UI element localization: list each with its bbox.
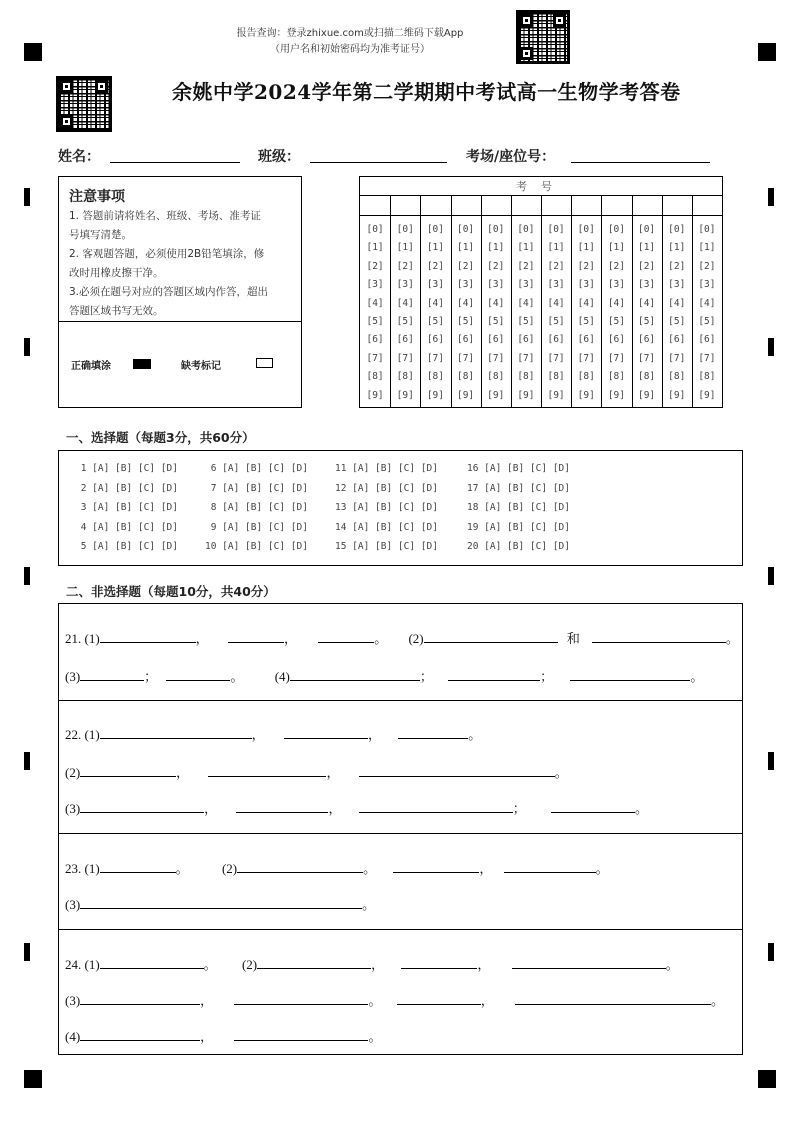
digit-bubble[interactable]: [5] [668, 315, 686, 327]
name-field[interactable] [110, 162, 240, 163]
digit-bubble[interactable]: [9] [577, 389, 595, 401]
digit-bubble[interactable]: [6] [668, 334, 686, 346]
section2-title: 二、非选择题（每题10分，共40分） [66, 584, 276, 599]
timing-mark [24, 567, 30, 585]
answer-blank[interactable] [290, 667, 420, 681]
digit-bubble[interactable]: [9] [487, 389, 505, 401]
answer-blank[interactable] [359, 799, 513, 813]
notice-box [58, 176, 302, 408]
exam-number-column [601, 221, 631, 405]
digit-bubble[interactable]: [2] [698, 260, 716, 272]
exam-number-grid [359, 176, 723, 408]
timing-mark [768, 188, 774, 206]
digit-bubble[interactable]: [3] [637, 279, 656, 291]
answer-blank[interactable] [570, 667, 690, 681]
qr-code-icon [56, 76, 112, 132]
answer-blank[interactable] [237, 859, 363, 873]
password-note: （用户名和初始密码均为准考证号） [270, 44, 430, 55]
digit-bubble[interactable]: [3] [607, 279, 625, 291]
digit-bubble[interactable]: [5] [698, 315, 716, 327]
digit-bubble[interactable]: [9] [517, 389, 535, 401]
digit-bubble[interactable]: [2] [637, 260, 656, 272]
question-21-line-2: (3) ； 。 (4) ； ； 。 [65, 669, 704, 684]
free-response-box [58, 603, 743, 1055]
question-choice-group[interactable]: 20 [A] [B] [C] [D] [467, 541, 570, 552]
exam-number-column [692, 221, 722, 405]
digit-bubble[interactable]: [6] [547, 334, 565, 346]
answer-blank[interactable] [100, 629, 196, 643]
digit-bubble[interactable]: [7] [426, 352, 444, 364]
notice-line: 改时用橡皮擦干净。 [69, 267, 164, 279]
digit-bubble[interactable]: [8] [668, 371, 686, 383]
timing-mark [24, 338, 30, 356]
question-choice-group[interactable]: 3 [A] [B] [C] [D] [75, 502, 178, 513]
timing-mark [24, 943, 30, 961]
question-22-line-3: (3) ， ， ； 。 [65, 801, 648, 816]
digit-bubble[interactable]: [7] [577, 352, 595, 364]
login-note: 报告查询：登录zhixue.com或扫描二维码下载App [236, 28, 464, 39]
digit-bubble[interactable]: [7] [487, 352, 505, 364]
notice-line: 号填写清楚。 [69, 229, 132, 241]
digit-bubble[interactable]: [7] [396, 352, 414, 364]
digit-bubble[interactable]: [5] [547, 315, 565, 327]
digit-bubble[interactable]: [2] [426, 260, 444, 272]
digit-bubble[interactable]: [0] [366, 224, 384, 235]
digit-bubble[interactable]: [9] [637, 389, 656, 401]
digit-bubble[interactable]: [2] [577, 260, 595, 272]
absent-checkbox[interactable] [256, 358, 273, 368]
answer-blank[interactable] [512, 955, 666, 969]
question-23-line-1: 23. (1) 。 (2) 。 ， 。 [65, 861, 609, 876]
notice-line: 答题区域书写无效。 [69, 305, 164, 317]
answer-blank[interactable] [166, 667, 230, 681]
digit-bubble[interactable]: [9] [607, 389, 625, 401]
answer-blank[interactable] [397, 991, 481, 1005]
answer-blank[interactable] [80, 895, 362, 909]
question-choice-group[interactable]: 7 [A] [B] [C] [D] [205, 482, 308, 494]
exam-number-column [571, 221, 601, 405]
question-choice-group[interactable]: 1 [A] [B] [C] [D] [75, 463, 178, 474]
seat-field[interactable] [571, 162, 710, 163]
digit-bubble[interactable]: [8] [487, 371, 505, 383]
digit-bubble[interactable]: [4] [607, 297, 625, 309]
digit-bubble[interactable]: [0] [668, 224, 686, 235]
digit-bubble[interactable]: [1] [456, 242, 475, 254]
digit-bubble[interactable]: [2] [396, 260, 414, 272]
digit-bubble[interactable]: [3] [547, 279, 565, 291]
exam-number-column [481, 221, 511, 405]
digit-bubble[interactable]: [5] [607, 315, 625, 327]
answer-blank[interactable] [318, 629, 374, 643]
answer-blank[interactable] [401, 955, 477, 969]
answer-blank[interactable] [592, 629, 726, 643]
answer-blank[interactable] [515, 991, 711, 1005]
digit-bubble[interactable]: [8] [637, 371, 656, 383]
answer-blank[interactable] [80, 991, 200, 1005]
exam-number-column [420, 221, 450, 405]
digit-bubble[interactable]: [0] [517, 224, 535, 235]
correct-fill-sample [133, 359, 151, 369]
exam-number-column [360, 221, 390, 405]
digit-bubble[interactable]: [3] [426, 279, 444, 291]
digit-bubble[interactable]: [3] [456, 279, 475, 291]
digit-bubble[interactable]: [0] [577, 224, 595, 235]
digit-bubble[interactable]: [6] [698, 334, 716, 346]
digit-bubble[interactable]: [9] [668, 389, 686, 401]
answer-blank[interactable] [80, 799, 204, 813]
digit-bubble[interactable]: [7] [517, 352, 535, 364]
digit-bubble[interactable]: [4] [487, 297, 505, 309]
digit-bubble[interactable]: [1] [487, 242, 505, 254]
exam-number-column [451, 221, 481, 405]
digit-bubble[interactable]: [2] [366, 260, 384, 272]
digit-bubble[interactable]: [1] [547, 242, 565, 254]
digit-bubble[interactable]: [6] [517, 334, 535, 346]
digit-bubble[interactable]: [0] [426, 224, 444, 235]
digit-bubble[interactable]: [7] [366, 352, 384, 364]
digit-bubble[interactable]: [9] [456, 389, 475, 401]
digit-bubble[interactable]: [7] [637, 352, 656, 364]
question-choice-group[interactable]: 19 [A] [B] [C] [D] [467, 521, 570, 533]
digit-bubble[interactable]: [5] [396, 315, 414, 327]
notice-line: 3.必须在题号对应的答题区域内作答，超出 [69, 286, 269, 298]
multiple-choice-box [58, 450, 743, 566]
question-choice-group[interactable]: 9 [A] [B] [C] [D] [205, 521, 308, 533]
question-choice-group[interactable]: 11 [A] [B] [C] [D] [335, 463, 438, 474]
answer-blank[interactable] [80, 763, 176, 777]
question-choice-group[interactable]: 12 [A] [B] [C] [D] [335, 482, 438, 494]
exam-number-column [662, 221, 692, 405]
digit-bubble[interactable]: [7] [456, 352, 475, 364]
timing-mark [768, 752, 774, 770]
timing-mark [768, 943, 774, 961]
digit-bubble[interactable]: [3] [698, 279, 716, 291]
digit-bubble[interactable]: [9] [426, 389, 444, 401]
timing-mark [24, 188, 30, 206]
question-choice-group[interactable]: 13 [A] [B] [C] [D] [335, 502, 438, 513]
digit-bubble[interactable]: [1] [396, 242, 414, 254]
digit-bubble[interactable]: [0] [456, 224, 475, 235]
question-choice-group[interactable]: 6 [A] [B] [C] [D] [205, 463, 308, 474]
digit-bubble[interactable]: [1] [517, 242, 535, 254]
notice-title: 注意事项 [69, 189, 125, 205]
digit-bubble[interactable]: [9] [698, 389, 716, 401]
digit-bubble[interactable]: [4] [577, 297, 595, 309]
answer-blank[interactable] [234, 991, 368, 1005]
timing-mark [24, 752, 30, 770]
digit-bubble[interactable]: [0] [487, 224, 505, 235]
digit-bubble[interactable]: [4] [637, 297, 656, 309]
digit-bubble[interactable]: [1] [426, 242, 444, 254]
digit-bubble[interactable]: [9] [366, 389, 384, 401]
digit-bubble[interactable]: [7] [607, 352, 625, 364]
digit-bubble[interactable]: [5] [456, 315, 475, 327]
digit-bubble[interactable]: [8] [366, 371, 384, 383]
digit-bubble[interactable]: [3] [577, 279, 595, 291]
digit-bubble[interactable]: [8] [607, 371, 625, 383]
digit-bubble[interactable]: [8] [577, 371, 595, 383]
section1-title: 一、选择题（每题3分，共60分） [66, 430, 255, 445]
digit-bubble[interactable]: [2] [668, 260, 686, 272]
digit-bubble[interactable]: [7] [547, 352, 565, 364]
answer-blank[interactable] [257, 955, 371, 969]
digit-bubble[interactable]: [1] [577, 242, 595, 254]
digit-bubble[interactable]: [4] [517, 297, 535, 309]
digit-bubble[interactable]: [6] [426, 334, 444, 346]
digit-bubble[interactable]: [6] [366, 334, 384, 346]
digit-bubble[interactable]: [6] [607, 334, 625, 346]
digit-bubble[interactable]: [6] [396, 334, 414, 346]
answer-blank[interactable] [100, 725, 252, 739]
question-24-line-3: (4) ， 。 [65, 1029, 382, 1044]
digit-bubble[interactable]: [0] [607, 224, 625, 235]
digit-bubble[interactable]: [3] [487, 279, 505, 291]
question-choice-group[interactable]: 8 [A] [B] [C] [D] [205, 502, 308, 513]
digit-bubble[interactable]: [1] [607, 242, 625, 254]
question-24-line-2: (3) ， 。 ， 。 [65, 993, 724, 1008]
digit-bubble[interactable]: [9] [547, 389, 565, 401]
digit-bubble[interactable]: [4] [426, 297, 444, 309]
digit-bubble[interactable]: [4] [396, 297, 414, 309]
answer-blank[interactable] [80, 1027, 200, 1041]
answer-blank[interactable] [393, 859, 479, 873]
digit-bubble[interactable]: [4] [366, 297, 384, 309]
digit-bubble[interactable]: [1] [698, 242, 716, 254]
digit-bubble[interactable]: [3] [668, 279, 686, 291]
question-22-line-2: (2) ， ， 。 [65, 765, 568, 780]
digit-bubble[interactable]: [7] [668, 352, 686, 364]
question-choice-group[interactable]: 15 [A] [B] [C] [D] [335, 541, 438, 552]
digit-bubble[interactable]: [5] [577, 315, 595, 327]
digit-bubble[interactable]: [4] [698, 297, 716, 309]
digit-bubble[interactable]: [6] [456, 334, 475, 346]
digit-bubble[interactable]: [4] [456, 297, 475, 309]
qr-code-icon [516, 10, 570, 64]
exam-number-column [390, 221, 420, 405]
answer-blank[interactable] [208, 763, 326, 777]
seat-label: 考场/座位号： [466, 149, 556, 165]
notice-line: 1. 答题前请将姓名、班级、考场、准考证 [69, 210, 261, 222]
digit-bubble[interactable]: [1] [668, 242, 686, 254]
digit-bubble[interactable]: [5] [366, 315, 384, 327]
digit-bubble[interactable]: [3] [366, 279, 384, 291]
absent-label: 缺考标记 [181, 361, 221, 372]
answer-blank[interactable] [80, 667, 144, 681]
digit-bubble[interactable]: [6] [637, 334, 656, 346]
registration-mark-bottom-right [758, 1070, 776, 1088]
question-choice-group[interactable]: 16 [A] [B] [C] [D] [467, 463, 570, 474]
answer-blank[interactable] [236, 799, 328, 813]
digit-bubble[interactable]: [0] [396, 224, 414, 235]
digit-bubble[interactable]: [9] [396, 389, 414, 401]
digit-bubble[interactable]: [6] [487, 334, 505, 346]
question-24-line-1: 24. (1) 。 (2) ， ， 。 [65, 957, 679, 972]
timing-mark [768, 338, 774, 356]
question-choice-group[interactable]: 2 [A] [B] [C] [D] [75, 482, 178, 494]
digit-bubble[interactable]: [0] [698, 224, 716, 235]
exam-number-column [511, 221, 541, 405]
answer-blank[interactable] [398, 725, 468, 739]
question-23-line-2: (3) 。 [65, 897, 376, 912]
digit-bubble[interactable]: [5] [487, 315, 505, 327]
digit-bubble[interactable]: [8] [517, 371, 535, 383]
digit-bubble[interactable]: [8] [547, 371, 565, 383]
digit-bubble[interactable]: [2] [607, 260, 625, 272]
question-choice-group[interactable]: 14 [A] [B] [C] [D] [335, 521, 438, 533]
answer-blank[interactable] [284, 725, 368, 739]
digit-bubble[interactable]: [2] [487, 260, 505, 272]
digit-bubble[interactable]: [2] [456, 260, 475, 272]
digit-bubble[interactable]: [5] [637, 315, 656, 327]
answer-blank[interactable] [228, 629, 284, 643]
exam-number-column [541, 221, 571, 405]
question-choice-group[interactable]: 10 [A] [B] [C] [D] [205, 541, 308, 552]
answer-blank[interactable] [100, 859, 176, 873]
digit-bubble[interactable]: [8] [396, 371, 414, 383]
registration-mark-top-right [758, 43, 776, 61]
digit-bubble[interactable]: [6] [577, 334, 595, 346]
answer-blank[interactable] [551, 799, 635, 813]
class-field[interactable] [310, 162, 447, 163]
digit-bubble[interactable]: [8] [426, 371, 444, 383]
digit-bubble[interactable]: [0] [637, 224, 656, 235]
digit-bubble[interactable]: [5] [426, 315, 444, 327]
question-choice-group[interactable]: 4 [A] [B] [C] [D] [75, 521, 178, 533]
notice-line: 2. 客观题答题，必须使用2B铅笔填涂，修 [69, 248, 265, 260]
registration-mark-bottom-left [24, 1070, 42, 1088]
digit-bubble[interactable]: [8] [698, 371, 716, 383]
exam-number-column [632, 221, 662, 405]
registration-mark-top-left [24, 43, 42, 61]
digit-bubble[interactable]: [7] [698, 352, 716, 364]
question-21-line-1: 21. (1) ， ， 。 (2) 和 。 [65, 631, 739, 646]
divider [59, 321, 301, 322]
digit-bubble[interactable]: [1] [366, 242, 384, 254]
digit-bubble[interactable]: [8] [456, 371, 475, 383]
timing-mark [768, 567, 774, 585]
answer-blank[interactable] [359, 763, 555, 777]
page-title: 余姚中学2024学年第二学期期中考试高一生物学考答卷 [172, 80, 681, 104]
question-choice-group[interactable]: 17 [A] [B] [C] [D] [467, 482, 570, 494]
digit-bubble[interactable]: [2] [517, 260, 535, 272]
digit-bubble[interactable]: [4] [547, 297, 565, 309]
answer-blank[interactable] [234, 1027, 368, 1041]
digit-bubble[interactable]: [2] [547, 260, 565, 272]
digit-bubble[interactable]: [1] [637, 242, 656, 254]
correct-fill-label: 正确填涂 [71, 361, 111, 372]
class-label: 班级： [258, 149, 300, 165]
question-choice-group[interactable]: 18 [A] [B] [C] [D] [467, 502, 570, 513]
exam-number-header: 考号 [516, 180, 566, 193]
digit-bubble[interactable]: [5] [517, 315, 535, 327]
digit-bubble[interactable]: [3] [517, 279, 535, 291]
answer-blank[interactable] [100, 955, 204, 969]
answer-blank[interactable] [448, 667, 540, 681]
question-choice-group[interactable]: 5 [A] [B] [C] [D] [75, 541, 178, 552]
digit-bubble[interactable]: [4] [668, 297, 686, 309]
question-22-line-1: 22. (1) ， ， 。 [65, 727, 482, 742]
answer-blank[interactable] [424, 629, 558, 643]
name-label: 姓名： [58, 149, 100, 165]
digit-bubble[interactable]: [0] [547, 224, 565, 235]
answer-blank[interactable] [504, 859, 596, 873]
digit-bubble[interactable]: [3] [396, 279, 414, 291]
